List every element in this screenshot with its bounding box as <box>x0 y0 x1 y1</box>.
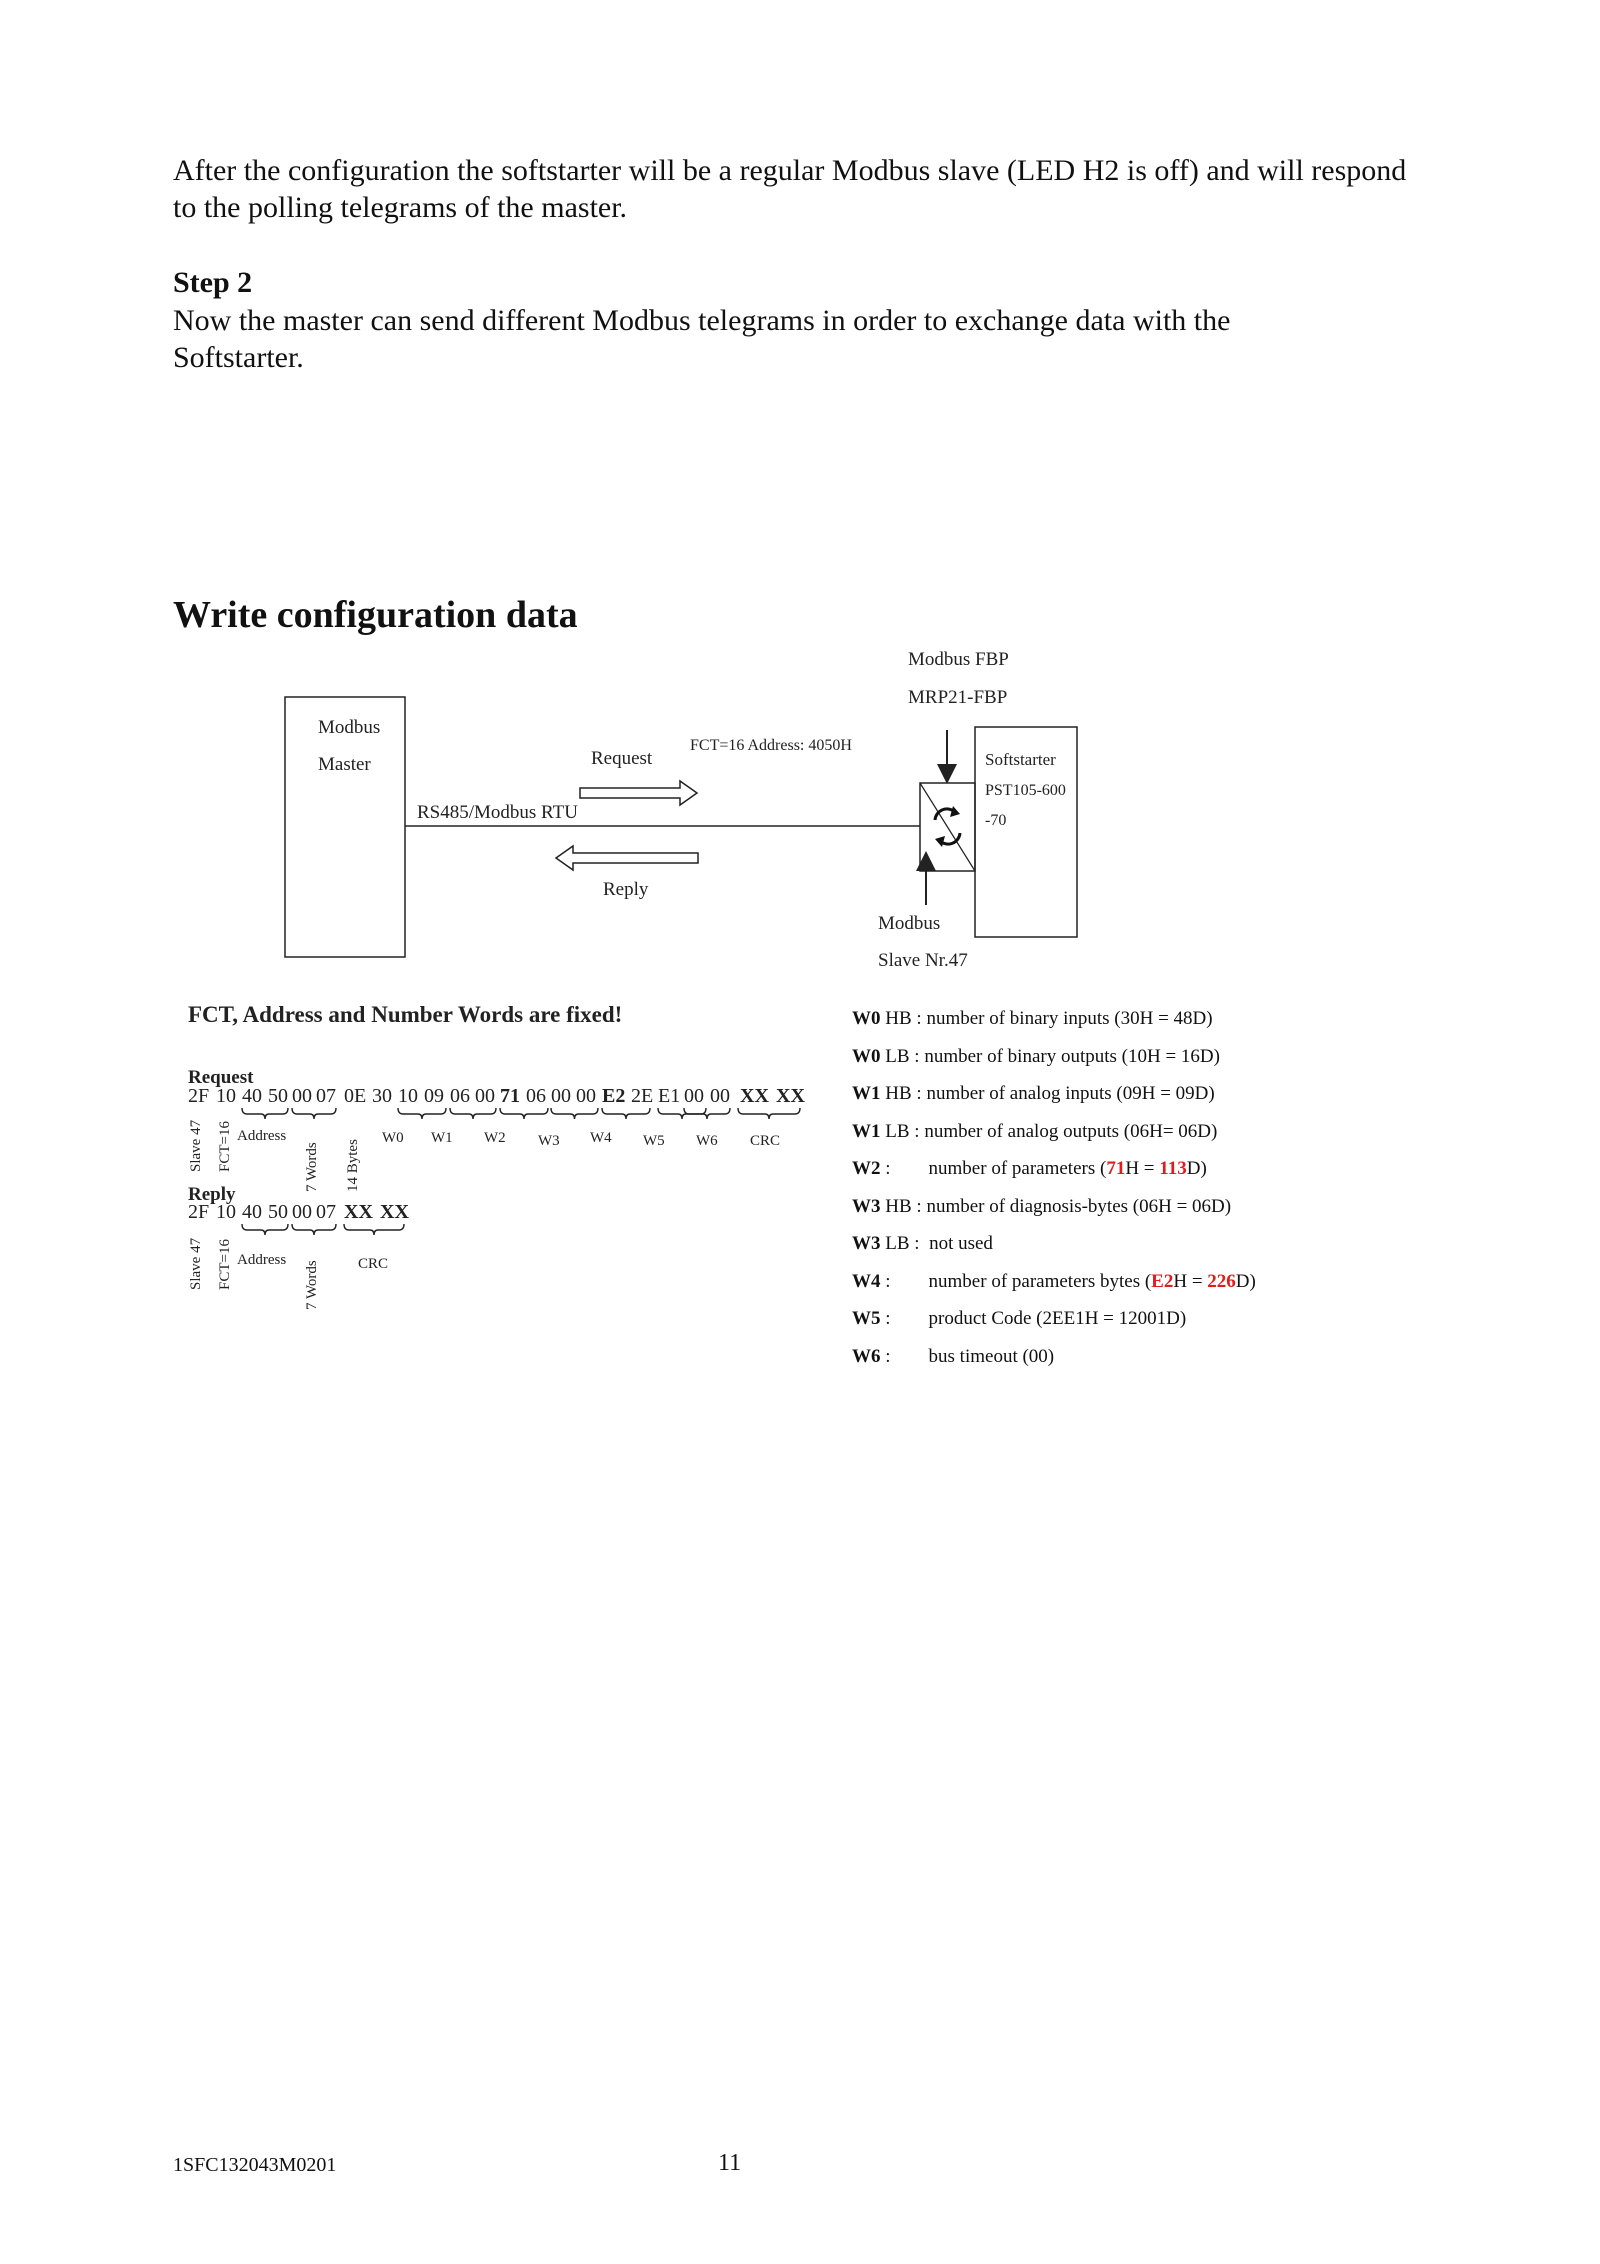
request-byte: 00 <box>551 1085 571 1107</box>
request-byte: 06 <box>450 1085 470 1107</box>
request-byte: 09 <box>424 1085 444 1107</box>
label-slave: Slave 47 <box>188 1119 204 1172</box>
definition-row <box>852 1121 1217 1143</box>
label-words: 7 Words <box>304 1260 320 1310</box>
request-heading: Request <box>188 1067 254 1088</box>
request-byte: E1 <box>658 1085 681 1107</box>
definition-key: W4 <box>852 1270 881 1292</box>
reply-field-labels <box>188 1237 388 1310</box>
reply-byte: 40 <box>242 1201 262 1223</box>
definition-key: W0 <box>852 1045 881 1067</box>
step-text: Now the master can send different Modbus telegrams in order to exchange data with the Softstarter. <box>173 304 1231 374</box>
definition-suffix: : <box>880 1158 929 1179</box>
reply-arrow <box>556 846 698 870</box>
request-byte: 0E <box>344 1085 367 1107</box>
definition-text: number of diagnosis-bytes (06H = 06D) <box>926 1195 1232 1217</box>
definition-key: W0 <box>852 1008 881 1029</box>
label-fct: FCT=16 <box>217 1121 233 1172</box>
definition-suffix: HB : <box>880 1008 927 1029</box>
label-crc: CRC <box>358 1256 389 1272</box>
definition-text: number of parameters bytes ( <box>928 1270 1152 1292</box>
request-byte: 40 <box>242 1085 262 1107</box>
step-heading: Step 2 <box>173 266 253 299</box>
request-byte: 00 <box>684 1085 704 1107</box>
request-field-labels <box>188 1119 780 1192</box>
definition-text: number of binary outputs (10H = 16D) <box>924 1045 1220 1067</box>
definition-row <box>852 1008 1213 1030</box>
definition-text: 226 <box>1207 1270 1236 1292</box>
slave-label-1: Modbus <box>878 913 941 934</box>
request-byte: 10 <box>398 1085 418 1107</box>
brace-words <box>292 1224 336 1235</box>
definition-row <box>852 1233 993 1255</box>
request-byte: 50 <box>268 1085 288 1107</box>
definition-text: D) <box>1186 1158 1207 1179</box>
definition-suffix: : <box>880 1270 929 1292</box>
definition-text: bus timeout (00) <box>928 1345 1055 1367</box>
label-bytes: 14 Bytes <box>345 1139 361 1192</box>
request-byte: 2F <box>188 1085 210 1107</box>
request-byte: 07 <box>316 1085 336 1107</box>
brace-w4 <box>602 1108 650 1119</box>
label-w4: W4 <box>590 1130 612 1146</box>
request-braces <box>242 1108 800 1119</box>
definition-text: number of analog inputs (09H = 09D) <box>926 1083 1215 1104</box>
request-byte: 00 <box>292 1085 312 1107</box>
softstarter-label-2: PST105-600 <box>985 782 1066 799</box>
definition-suffix: HB : <box>880 1083 927 1104</box>
definition-key: W3 <box>852 1195 881 1217</box>
request-byte: 71 <box>500 1085 520 1107</box>
label-slave: Slave 47 <box>188 1237 204 1290</box>
definition-key: W5 <box>852 1308 881 1329</box>
brace-w0 <box>398 1108 446 1119</box>
definition-text: D) <box>1235 1270 1256 1292</box>
definition-suffix: HB : <box>880 1195 927 1217</box>
definition-text: number of parameters ( <box>928 1158 1107 1179</box>
brace-crc <box>344 1224 404 1235</box>
definition-suffix: LB : <box>880 1045 925 1067</box>
definition-text: product Code (2EE1H = 12001D) <box>928 1308 1187 1329</box>
footer-doc-id: 1SFC132043M0201 <box>173 2154 337 2176</box>
request-byte: 00 <box>576 1085 596 1107</box>
definition-row <box>852 1158 1207 1180</box>
definition-key: W1 <box>852 1083 881 1104</box>
label-w3: W3 <box>538 1133 560 1149</box>
brace-w1 <box>450 1108 496 1119</box>
definition-row <box>852 1308 1186 1330</box>
request-arrow <box>580 781 697 805</box>
definition-row <box>852 1083 1215 1105</box>
label-address: Address <box>237 1128 287 1144</box>
definition-row <box>852 1046 1220 1068</box>
definition-text: H = <box>1125 1158 1160 1179</box>
definition-row <box>852 1196 1231 1218</box>
label-crc: CRC <box>750 1133 781 1149</box>
page-number: 11 <box>718 2150 742 2176</box>
softstarter-label-1: Softstarter <box>985 750 1056 769</box>
brace-address <box>242 1108 288 1119</box>
intro-paragraph: After the configuration the softstarter will be a regular Modbus slave (LED H2 is off) and will respond to the polling telegrams of the master. <box>173 154 1407 224</box>
label-w5: W5 <box>643 1133 665 1149</box>
request-byte: 30 <box>372 1085 392 1107</box>
request-label: Request <box>591 748 653 769</box>
brace-crc <box>738 1108 800 1119</box>
softstarter-label-3: -70 <box>985 812 1007 829</box>
definition-text: number of binary inputs (30H = 48D) <box>926 1008 1213 1029</box>
reply-byte: 00 <box>292 1201 312 1223</box>
request-byte: XX <box>776 1085 805 1107</box>
definition-suffix: : <box>880 1345 929 1367</box>
request-bytes <box>188 1085 805 1107</box>
request-byte: 2E <box>631 1085 654 1107</box>
definition-suffix: LB : <box>880 1233 930 1254</box>
label-fct: FCT=16 <box>217 1239 233 1290</box>
request-byte: 06 <box>526 1085 546 1107</box>
brace-w2 <box>500 1108 548 1119</box>
definition-text: number of analog outputs (06H= 06D) <box>924 1120 1218 1142</box>
fbp-label-1: Modbus FBP <box>908 649 1009 670</box>
slave-label-2: Slave Nr.47 <box>878 950 968 971</box>
brace-w3 <box>551 1108 598 1119</box>
definition-text: H = <box>1173 1270 1208 1292</box>
fbp-label-2: MRP21-FBP <box>908 687 1008 708</box>
request-byte: 10 <box>216 1085 236 1107</box>
reply-byte: XX <box>344 1201 373 1223</box>
brace-words <box>292 1108 336 1119</box>
request-byte: 00 <box>475 1085 495 1107</box>
request-byte: XX <box>740 1085 769 1107</box>
definition-row <box>852 1346 1054 1368</box>
reply-byte: 07 <box>316 1201 336 1223</box>
brace-w6 <box>684 1108 730 1119</box>
reply-heading: Reply <box>188 1184 236 1205</box>
reply-byte: 50 <box>268 1201 288 1223</box>
reply-braces <box>242 1224 404 1235</box>
bus-label: RS485/Modbus RTU <box>417 802 578 823</box>
definition-row <box>852 1271 1256 1293</box>
definition-key: W1 <box>852 1120 881 1142</box>
master-label-1: Modbus <box>318 717 381 738</box>
label-w2: W2 <box>484 1130 506 1146</box>
fct-address-label: FCT=16 Address: 4050H <box>690 737 852 754</box>
master-label-2: Master <box>318 754 371 775</box>
reply-byte: 2F <box>188 1201 210 1223</box>
request-byte: E2 <box>602 1085 626 1107</box>
definition-text: E2 <box>1151 1270 1174 1292</box>
reply-bytes <box>188 1201 409 1223</box>
section-title: Write configuration data <box>173 594 578 636</box>
label-w1: W1 <box>431 1130 453 1146</box>
definition-text: not used <box>929 1233 993 1254</box>
definition-key: W6 <box>852 1345 881 1367</box>
definition-text: 71 <box>1106 1158 1126 1179</box>
brace-address <box>242 1224 288 1235</box>
fixed-note: FCT, Address and Number Words are fixed! <box>188 1002 623 1027</box>
label-w0: W0 <box>382 1130 404 1146</box>
reply-byte: XX <box>380 1201 409 1223</box>
definition-suffix: LB : <box>880 1120 925 1142</box>
definition-suffix: : <box>880 1308 929 1329</box>
definition-key: W3 <box>852 1233 881 1254</box>
reply-label: Reply <box>603 879 649 900</box>
label-address: Address <box>237 1252 287 1268</box>
definition-key: W2 <box>852 1158 881 1179</box>
label-words: 7 Words <box>304 1142 320 1192</box>
label-w6: W6 <box>696 1133 718 1149</box>
reply-byte: 10 <box>216 1201 236 1223</box>
request-byte: 00 <box>710 1085 730 1107</box>
definition-text: 113 <box>1159 1158 1187 1179</box>
